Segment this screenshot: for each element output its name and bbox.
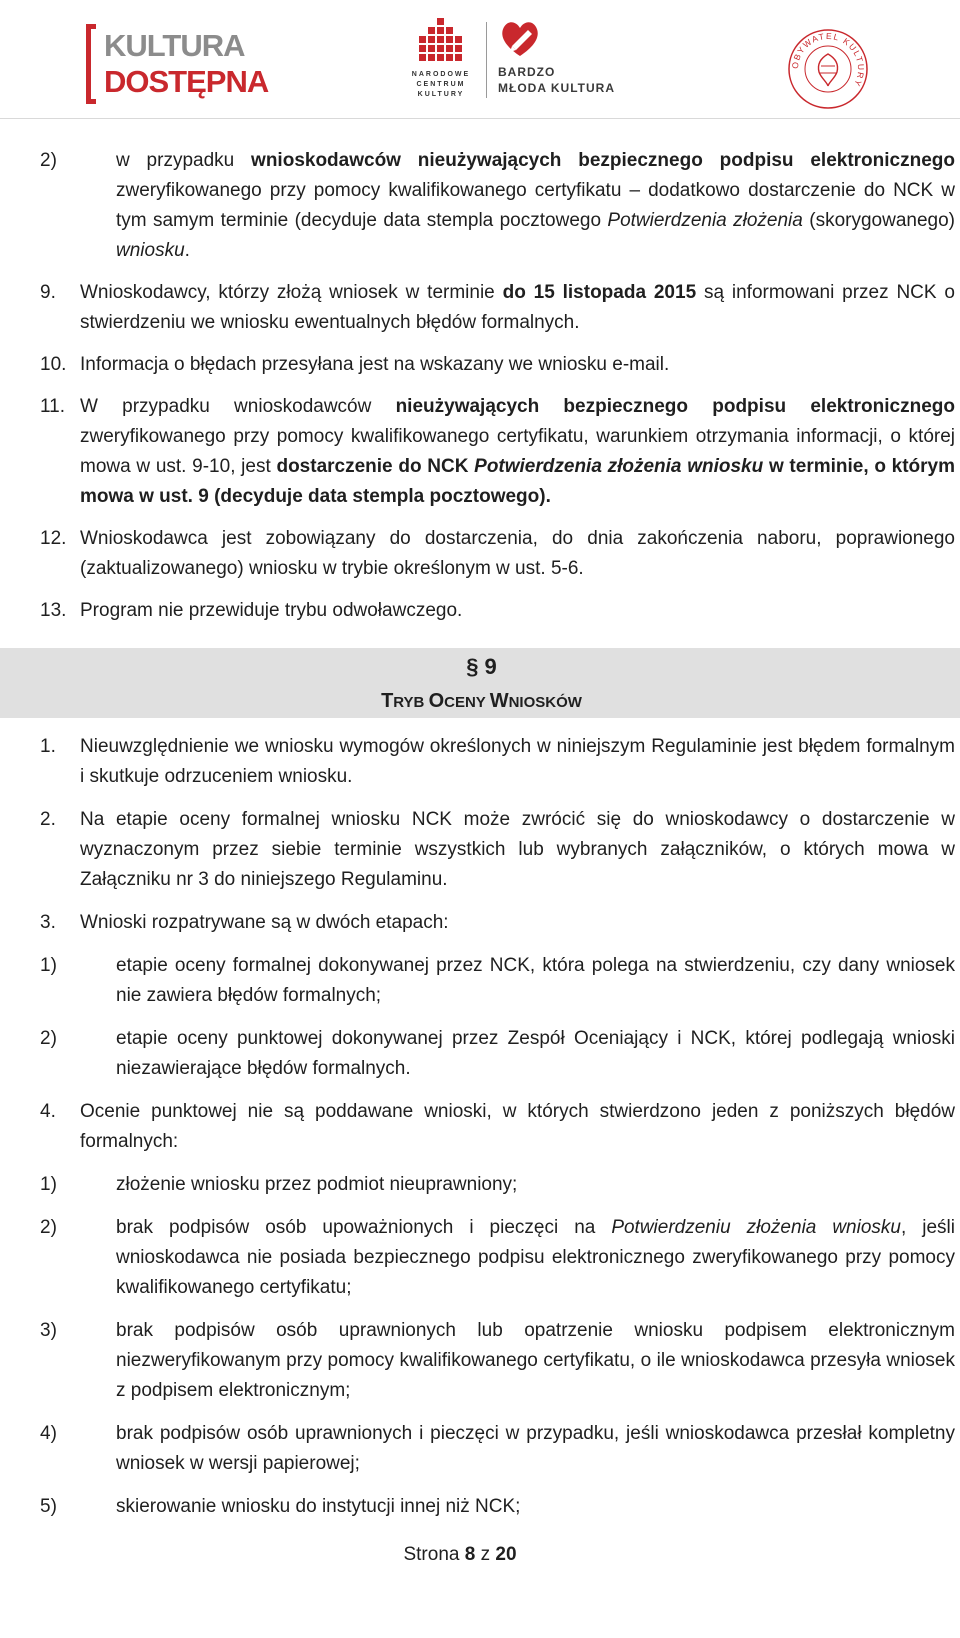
text-run: wniosku [116,240,185,261]
list-item [40,524,955,584]
section-title-part: CENY [444,694,490,711]
text-run: Program nie przewiduje trybu odwoławczego. [80,600,463,621]
list-item-text [116,1320,955,1401]
list-item-number: 3. [40,912,56,933]
nck-logo [408,16,478,96]
list-item-text [116,1496,520,1517]
text-run: zweryfikowanego przy pomocy kwalifikowanego certyfikatu, warunkiem otrzymania informacji, o której mowa w ust. 9-10, jest [80,426,955,477]
text-run: zweryfikowanego przy pomocy kwalifikowanego certyfikatu – dodatkowo dostarczenie do NCK w tym samym terminie (decyduje data stempla pocztowego [116,180,955,231]
list-item-number: 2) [40,1028,57,1049]
list-item [40,392,955,512]
sub-list-item [40,1419,955,1479]
section-title-part: W [489,690,509,712]
list-item-number: 10. [40,354,67,375]
seal-text: OBYWATEL KULTURY [789,30,867,89]
sub-list-item [40,951,955,1011]
list-item-number: 2. [40,809,56,830]
list-item-number: 2) [40,1217,57,1238]
list-item [40,1097,955,1157]
list-item-number: 2) [40,150,57,171]
heart-pencil-icon [498,16,542,60]
section-number: § 9 [466,654,497,679]
text-run: Nieuwzględnienie we wniosku wymogów określonych w niniejszym Regulaminie jest błędem formalnym i skutkuje odrzuceniem wniosku. [80,736,955,787]
page-header [0,0,960,119]
text-run: w terminie, o którym mowa w ust. 9 (decyduje data stempla pocztowego). [80,456,956,507]
list-item-text [80,809,955,890]
text-run: Wnioskodawca jest zobowiązany do dostarczenia, do dnia zakończenia naboru, poprawionego (zaktualizowanego) wniosku w trybie określonym w ust. 5-6. [80,528,955,579]
section-title-part: O [428,690,445,712]
sub-list-item [40,1170,955,1200]
list-item-text [80,396,955,507]
text-run: wnioskodawców nieużywających bezpiecznego podpisu elektronicznego [251,150,955,171]
text-run: Wnioskodawcy, którzy złożą wniosek w terminie [80,282,503,303]
text-run: do 15 listopada 2015 [502,282,697,303]
list-item-text [116,1174,517,1195]
list-item-text [80,528,955,579]
list-item-number: 5) [40,1496,57,1517]
list-item-number: 1) [40,1174,57,1195]
list-item-number: 9. [40,282,56,303]
text-run: złożenie wniosku przez podmiot nieuprawniony; [116,1174,518,1195]
text-run: W przypadku wnioskodawców [80,396,396,417]
text-run: etapie oceny formalnej dokonywanej przez NCK, która polega na stwierdzeniu, czy dany wniosek nie zawiera błędów formalnych; [116,955,955,1006]
list-item-text [80,354,669,375]
text-run: Informacja o błędach przesyłana jest na wskazany we wniosku e-mail. [80,354,670,375]
text-run: (skorygowanego) [802,210,955,231]
section-title-part: NIOSKÓW [508,694,582,711]
section-title-part: T [381,690,394,712]
seal-emblem-icon [787,28,869,110]
logo-kultura-text: KULTURA [104,28,245,63]
current-page-number: 8 [464,1544,476,1565]
text-run: Wnioski rozpatrywane są w dwóch etapach: [80,912,449,933]
list-item-number: 11. [40,396,66,417]
section-title-part: RYB [393,694,429,711]
sub-list-item [40,1492,955,1522]
logo-dostepna-text: DOSTĘPNA [104,64,269,99]
list-item-text [116,150,955,261]
nck-emblem-icon [408,16,474,66]
text-run: Potwierdzenia złożenia wniosku [474,456,764,477]
list-item-text [80,282,955,333]
page-footer [0,1544,920,1566]
list-item [40,596,955,626]
text-run: dostarczenie do NCK [276,456,475,477]
sub-list-item [40,146,955,266]
text-run: w przypadku [116,150,252,171]
list-item-text [116,955,955,1006]
list-item [40,278,955,338]
list-item-text [80,736,955,787]
obywatel-kultury-seal [787,28,869,110]
text-run: brak podpisów osób uprawnionych i pieczęci w przypadku, jeśli wnioskodawca przesłał kompletny wniosek w wersji papierowej; [116,1423,955,1474]
kultura-dostepna-logo [86,20,269,110]
text-run: Ocenie punktowej nie są poddawane wnioski, w których stwierdzono jeden z poniższych błędów formalnych: [80,1101,955,1152]
list-item-text [116,1028,955,1079]
text-run: brak podpisów osób upoważnionych i pieczęci na [116,1217,612,1238]
list-item-text [116,1217,955,1298]
list-item-text [80,600,462,621]
text-run: brak podpisów osób uprawnionych lub opatrzenie wniosku podpisem elektronicznym niezweryfikowanym przy pomocy kwalifikowanego certyfikatu, o ile wnioskodawca przesyła wniosek z podpisem elektronicznym; [116,1320,955,1401]
text-run: , jeśli wnioskodawca nie posiada bezpiecznego podpisu elektronicznego zweryfikowanego przy pomocy kwalifikowanego certyfikatu; [116,1217,955,1298]
sub-list-item [40,1213,955,1303]
section-title [0,686,960,718]
list-item [40,350,955,380]
list-item-text [80,912,449,933]
list-item-number: 1) [40,955,57,976]
list-item-text [116,1423,955,1474]
list-item-number: 12. [40,528,67,549]
text-run: etapie oceny punktowej dokonywanej przez Zespół Oceniający i NCK, której podlegają wnioski niezawierające błędów formalnych. [116,1028,955,1079]
logo-bracket [86,24,96,104]
list-item-number: 3) [40,1320,57,1341]
sub-list-item [40,1024,955,1084]
text-run: skierowanie wniosku do instytucji innej niż NCK; [116,1496,521,1517]
total-page-count: 20 [495,1544,517,1565]
bardzo-mloda-kultura-logo [498,16,618,96]
text-run: nieużywających bezpiecznego podpisu elektronicznego [395,396,955,417]
regulation-content [40,146,955,1522]
text-run: . [184,240,190,261]
bmk-logo-text: BARDZO MŁODA KULTURA [498,65,615,95]
text-run: są informowani przez NCK o stwierdzeniu we wniosku ewentualnych błędów formalnych. [80,282,955,333]
list-item-number: 1. [40,736,56,757]
list-item [40,732,955,792]
logo-divider [486,22,487,98]
list-item-text [80,1101,955,1152]
text-run: Potwierdzeniu złożenia wniosku [611,1217,901,1238]
footer-prefix: Strona [403,1544,465,1565]
sub-list-item [40,1316,955,1406]
section-heading [0,648,960,718]
list-item [40,805,955,895]
list-item [40,908,955,938]
list-item-number: 13. [40,600,67,621]
footer-middle: z [475,1544,496,1565]
list-item-number: 4) [40,1423,57,1444]
nck-logo-text: NARODOWE CENTRUM KULTURY [411,71,471,98]
list-item-number: 4. [40,1101,56,1122]
text-run: Potwierdzenia złożenia [607,210,803,231]
text-run: Na etapie oceny formalnej wniosku NCK może zwrócić się do wnioskodawcy o dostarczenie w wyznaczonym przez siebie terminie wszystkich lub wybranych załączników, o których mowa w Załączniku nr 3 do niniejszego Regulaminu. [80,809,955,890]
